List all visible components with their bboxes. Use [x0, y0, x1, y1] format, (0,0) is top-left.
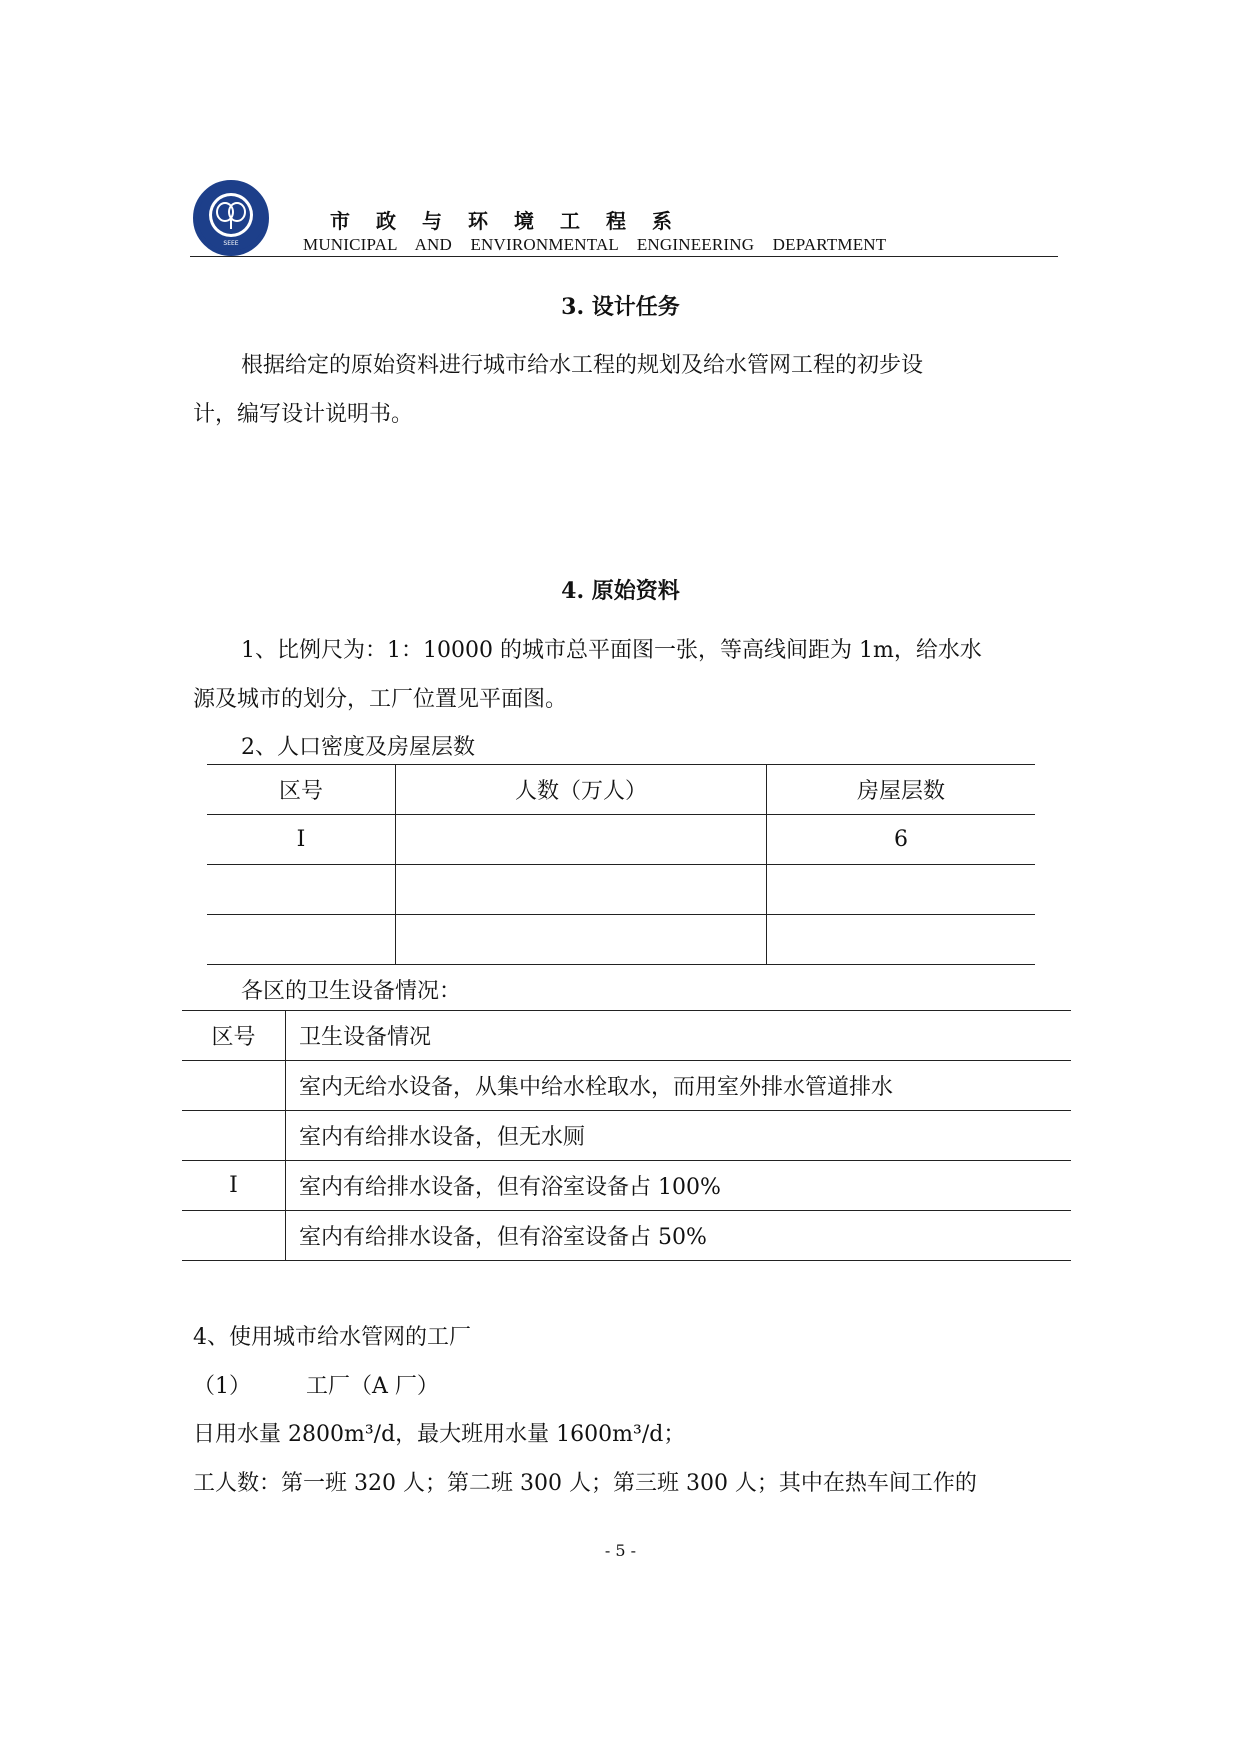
table-header-cell: 人数（万人）: [396, 765, 767, 815]
section-3-line-1: 根据给定的原始资料进行城市给水工程的规划及给水管网工程的初步设: [241, 353, 924, 378]
item-4: 4、使用城市给水管网的工厂: [193, 1325, 471, 1350]
section-3-heading: 3. 设计任务: [561, 294, 680, 320]
table-header-cell: 区号: [207, 765, 396, 815]
sanitary-table: [182, 1010, 1071, 1261]
table-row: [207, 865, 1035, 915]
population-table: [207, 764, 1035, 965]
factory-name: 工厂（A 厂）: [306, 1374, 439, 1399]
logo-text: SEEE: [223, 240, 239, 247]
table-cell: [767, 915, 1036, 965]
table-cell: 室内无给水设备，从集中给水栓取水，而用室外排水管道排水: [286, 1061, 1072, 1111]
table-cell: 室内有给排水设备，但无水厕: [286, 1111, 1072, 1161]
table-cell: Ⅰ: [182, 1161, 286, 1211]
workers: 工人数：第一班 320 人；第二班 300 人；第三班 300 人；其中在热车间工作的: [193, 1471, 977, 1496]
sanitary-title: 各区的卫生设备情况：: [241, 979, 462, 1004]
table-header-cell: 区号: [182, 1011, 286, 1061]
page-number: - 5 -: [604, 1541, 637, 1560]
water-use: 日用水量 2800m³/d，最大班用水量 1600m³/d；: [193, 1422, 686, 1447]
table-row: [207, 815, 1035, 865]
department-logo: [193, 180, 269, 256]
header-divider: [190, 256, 1058, 257]
table-cell: [207, 865, 396, 915]
table-header-cell: 卫生设备情况: [286, 1011, 1072, 1061]
department-name-cn: 市政与环境工程系: [330, 209, 698, 233]
table-header-row: [207, 765, 1035, 815]
table-header-row: [182, 1011, 1071, 1061]
item-1-line-1: 1、比例尺为：1：10000 的城市总平面图一张，等高线间距为 1m，给水水: [241, 638, 982, 663]
table-cell: 室内有给排水设备，但有浴室设备占 100%: [286, 1161, 1072, 1211]
table-cell: Ⅰ: [207, 815, 396, 865]
item-1-line-2: 源及城市的划分，工厂位置见平面图。: [193, 687, 568, 712]
table-cell: [182, 1111, 286, 1161]
table-cell: 6: [767, 815, 1036, 865]
table-cell: [396, 815, 767, 865]
table-row: [207, 915, 1035, 965]
tree-emblem-icon: [195, 182, 267, 254]
table-cell: [396, 915, 767, 965]
table-cell: 室内有给排水设备，但有浴室设备占 50%: [286, 1211, 1072, 1261]
section-3-line-2: 计，编写设计说明书。: [193, 402, 414, 427]
table-cell: [182, 1061, 286, 1111]
factory-number: （1）: [193, 1374, 251, 1399]
table-cell: [207, 915, 396, 965]
table-row: [182, 1211, 1071, 1261]
section-4-heading: 4. 原始资料: [561, 578, 680, 604]
department-name-en: MUNICIPAL AND ENVIRONMENTAL ENGINEERING DEPARTMENT: [303, 235, 887, 254]
table-header-cell: 房屋层数: [767, 765, 1036, 815]
table-row: [182, 1161, 1071, 1211]
table-cell: [767, 865, 1036, 915]
table-cell: [396, 865, 767, 915]
table-row: [182, 1061, 1071, 1111]
item-2: 2、人口密度及房屋层数: [241, 735, 475, 760]
table-cell: [182, 1211, 286, 1261]
table-row: [182, 1111, 1071, 1161]
